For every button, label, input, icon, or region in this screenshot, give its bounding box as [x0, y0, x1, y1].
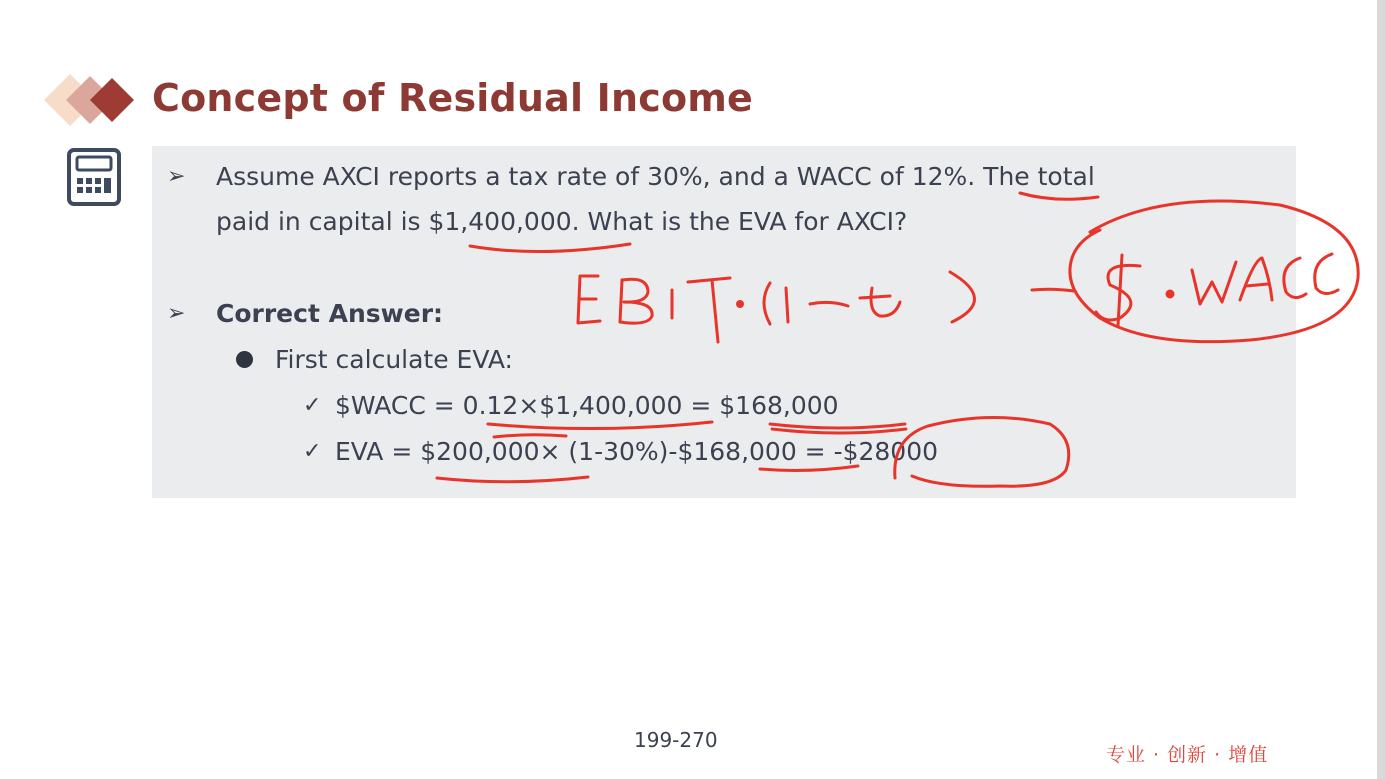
question-line-1: Assume AXCI reports a tax rate of 30%, and a WACC of 12%. The total — [216, 162, 1095, 191]
answer-heading: Correct Answer: — [216, 299, 444, 328]
check-mark-icon: ✓ — [303, 439, 322, 464]
bullet-dot-icon — [236, 351, 253, 368]
question-line-2: paid in capital is $1,400,000. What is the EVA for AXCI? — [216, 207, 908, 236]
brand-slogan: 专业 · 创新 · 增值 — [1106, 744, 1269, 766]
bullet-arrow-icon: ➢ — [167, 301, 186, 326]
diamond-chevrons-icon — [44, 74, 144, 126]
window-edge — [1377, 0, 1385, 779]
step-label: First calculate EVA: — [275, 345, 513, 374]
page-range: 199-270 — [634, 728, 718, 752]
check-mark-icon: ✓ — [303, 393, 322, 418]
slide-title: Concept of Residual Income — [152, 76, 754, 120]
bullet-arrow-icon: ➢ — [167, 164, 186, 189]
calculator-icon — [67, 148, 123, 206]
calculation-wacc: $WACC = 0.12×$1,400,000 = $168,000 — [335, 391, 839, 420]
calculation-eva: EVA = $200,000× (1-30%)-$168,000 = -$28000 — [335, 437, 939, 466]
